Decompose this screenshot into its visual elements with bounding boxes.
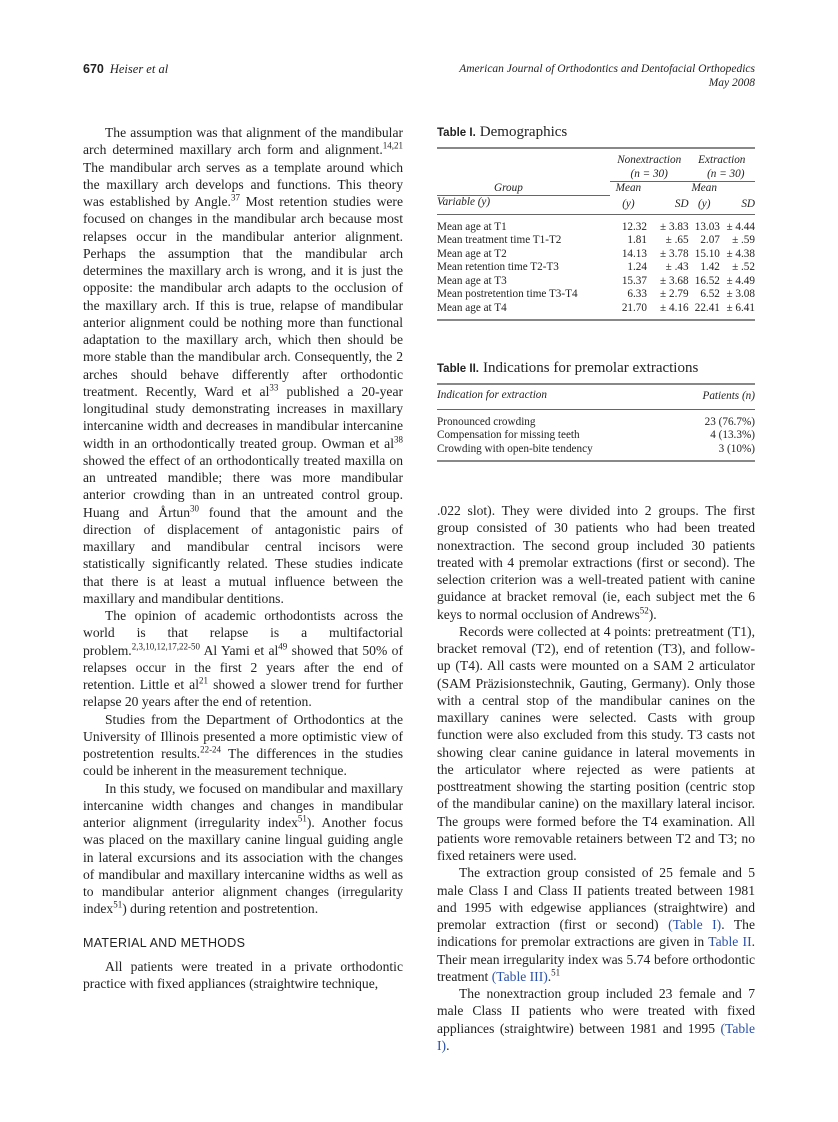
table-cell: ± .65: [665, 234, 689, 246]
right-column: [437, 502, 755, 1054]
text-run: The mandibular arch serves as a template around which the maxillary arch develops and functions. This theory was established by Angle.: [83, 159, 403, 209]
table-cell: 2.07: [700, 234, 720, 246]
text-run: Al Yami et al: [199, 642, 279, 658]
row-label: Mean retention time T2-T3: [437, 261, 559, 273]
table-cell: 1.42: [700, 261, 720, 273]
paragraph: [437, 623, 755, 865]
text-run: . The indications for premolar extractions are given in: [437, 917, 755, 950]
text-run: The opinion of academic orthodontists across the world is that relapse is a multifactorial problem.: [83, 608, 403, 658]
paragraph: [83, 958, 403, 993]
authors: Heiser et al: [109, 62, 169, 76]
citation-reference: 21: [199, 675, 208, 686]
paragraph: [83, 711, 403, 780]
table-cell: ± 4.16: [660, 301, 689, 314]
table-cell: 14.13: [621, 247, 647, 260]
citation-reference: 30: [190, 502, 200, 513]
citation-reference: 52: [639, 604, 649, 615]
table-link[interactable]: (Table I): [437, 1020, 755, 1053]
table-link[interactable]: Table II: [708, 934, 752, 950]
table-caption: Table II. Indications for premolar extractions: [437, 360, 699, 376]
citation-reference: 51: [297, 813, 307, 824]
table-row: [437, 409, 755, 429]
table-cell: ± 6.41: [726, 301, 755, 314]
text-run: showed the effect of an orthodontically treated maxilla on an untreated mandible; there was more mandibular anterior crowding than in an untreated control group. Huang and Årtun: [83, 452, 403, 520]
text-run: .: [547, 968, 552, 984]
table-cell: 21.70: [621, 301, 647, 314]
table-row: [437, 429, 755, 443]
table-cell: ± .59: [732, 234, 755, 246]
text-run: In this study, we focused on mandibular and maxillary intercanine width changes and changes in mandibular anterior alignment (irregularity index: [83, 780, 403, 830]
table-cell: 4 (13.3%): [710, 429, 755, 441]
paragraph: [83, 124, 403, 607]
table-row: [437, 288, 755, 302]
section-heading: MATERIAL AND METHODS: [83, 935, 246, 950]
table-row: [437, 261, 755, 275]
row-label: Pronounced crowding: [437, 415, 536, 428]
text-run: ). Another focus was placed on the maxillary canine lingual guiding angle in lateral excursions and its association with the changes of mandibular and maxillary intercanine widths as well as to mandibular anterior alignment changes (irregularity index: [83, 815, 403, 917]
text-run: found that the amount and the direction of displacement of antagonistic pairs of maxillary and mandibular central incisors were statistically significantly related. These studies indicate that there is at least a mutual influence between the maxillary and mandibular dentitions.: [83, 504, 403, 606]
table-cell: 12.32: [621, 220, 647, 233]
row-label: Crowding with open-bite tendency: [437, 442, 593, 455]
table-link[interactable]: (Table III): [491, 968, 548, 984]
table-cell: 13.03: [694, 220, 720, 233]
journal-name: American Journal of Orthodontics and Dentofacial Orthopedics: [459, 63, 755, 75]
table-cell: ± .52: [732, 261, 755, 273]
running-header-left: [83, 62, 168, 77]
table-row: [437, 302, 755, 321]
citation-reference: 33: [269, 382, 279, 393]
table-row: [437, 234, 755, 248]
text-run: showed that 50% of relapses occur in the first 2 years after the end of retention. Little et al: [83, 642, 403, 692]
text-run: . Their mean irregularity index was 5.74 before orthodontic treatment: [437, 934, 755, 984]
table-cell: ± 4.49: [726, 274, 755, 287]
row-label: Mean age at T2: [437, 247, 507, 260]
table-cell: ± 4.44: [726, 220, 755, 233]
table-cell: 16.52: [694, 274, 720, 287]
left-column: [83, 124, 403, 992]
table-cell: ± 3.08: [726, 288, 755, 300]
paragraph: [437, 864, 755, 985]
text-run: The nonextraction group included 23 female and 7 male Class II patients who were treated with fixed appliances (straightwire) between 1981 and 1995: [437, 986, 755, 1036]
table-cell: ± 3.68: [660, 274, 689, 287]
running-header-right: [459, 62, 755, 90]
table-cell: 23 (76.7%): [704, 415, 755, 428]
issue-date: May 2008: [708, 77, 755, 89]
text-run: The differences in the studies could be inherent in the measurement technique.: [83, 746, 403, 779]
citation-reference: 14,21: [382, 140, 403, 151]
citation-reference: 51: [551, 967, 561, 978]
citation-reference: 49: [278, 640, 288, 651]
page-number: 670: [83, 62, 104, 76]
paragraph: [437, 502, 755, 623]
paragraph: [83, 780, 403, 918]
row-label: Mean treatment time T1-T2: [437, 234, 562, 246]
table-row: [437, 275, 755, 289]
group-header: Nonextraction: [617, 154, 682, 166]
table-caption: Table I. Demographics: [437, 124, 568, 140]
text-run: Studies from the Department of Orthodontics at the University of Illinois presented a more optimistic view of postretention results.: [83, 711, 403, 761]
citation-reference: 38: [394, 433, 403, 444]
row-label: Mean age at T3: [437, 274, 507, 287]
row-label: Mean age at T4: [437, 301, 507, 314]
citation-reference: 2,3,10,12,17,22-50: [131, 640, 200, 651]
row-label: Mean postretention time T3-T4: [437, 288, 578, 300]
text-run: ).: [648, 606, 657, 622]
table-cell: 6.33: [627, 288, 647, 300]
text-run: The extraction group consisted of 25 female and 5 male Class I and Class II patients treated between 1981 and 1995 with edgewise appliances (straightwire) and premolar extraction (first or second): [437, 865, 755, 932]
table-cell: 15.10: [694, 247, 720, 260]
table-cell: ± 4.38: [726, 247, 755, 260]
table-cell: 3 (10%): [718, 442, 755, 455]
text-run: published a 20-year longitudinal study demonstrating increases in maxillary intercanine width and decreases in mandibular intercanine width in an orthodontically treated group. Owman et al: [83, 383, 404, 451]
text-run: All patients were treated in a private orthodontic practice with fixed appliances (straightwire technique,: [83, 958, 403, 991]
text-run: Records were collected at 4 points: pretreatment (T1), bracket removal (T2), end of retention (T3), and follow-up (T4). All casts were mounted on a SAM 2 articulator (SAM Präzisionstechnik, Gauting, Germany). Only those with a central stop of the mandibular canines on the maxillary canines were selected. Casts with group function were also excluded from this study. T3 casts not showing clear canine guidance in lateral movements in the articulator where rejected as were patients at posttreatment showing the starting position (centric stop of the mandibular canine) on the maxillary lateral incisor. The groups were formed before the T4 examination. All patients wore removable retainers between T2 and T3; no fixed retainers were used.: [437, 623, 755, 863]
paragraph: [437, 985, 755, 1054]
row-label: Mean age at T1: [437, 220, 507, 233]
table-cell: ± 3.83: [660, 220, 689, 233]
table-link[interactable]: (Table I): [668, 917, 722, 932]
table-row: [437, 248, 755, 262]
table-cell: 22.41: [694, 301, 720, 314]
table-cell: 6.52: [700, 288, 720, 300]
table-cell: ± .43: [665, 261, 689, 273]
table-indications: Table II. Indications for premolar extractions Indication for extraction Patients (n) Pronounced crowding 23 (76.7%) Compensation for missing teeth 4 (13.3%) Crowding with open-bite tendency 3 (10%): [437, 360, 755, 462]
table-cell: 1.81: [627, 234, 647, 246]
table-cell: ± 2.79: [660, 288, 689, 300]
table-cell: 1.24: [627, 261, 647, 273]
group-header: Extraction: [698, 154, 746, 166]
paragraph: [83, 607, 403, 711]
table-row: [437, 443, 755, 462]
text-run: showed a slower trend for further relapse 20 years after the end of retention.: [83, 677, 403, 710]
table-cell: 15.37: [621, 274, 647, 287]
text-run: Most retention studies were focused on changes in the mandibular arch because most relapses occur in the mandibular anterior alignment. Perhaps the assumption that the mandibular arch determines the maxillary arch is wrong, and it is just the opposite: the mandibular arch adapts to the occlusion of the maxillary arch. If this is true, relapse of mandibular anterior alignment could be nothing more than functional adaptation to the maxillary arch, which then should be more stable than the mandibular arch. Consequently, the 2 arches should behave differently after orthodontic treatment. Recently, Ward et al: [83, 194, 403, 399]
text-run: .022 slot). They were divided into 2 groups. The first group consisted of 30 patients who had been treated nonextraction. The second group included 30 patients treated with 4 premolar extractions (first or second). The selection criterion was a well-treated patient with canine guidance at bracket removal (ie, each subject met the 6 keys to normal occlusion of Andrews: [437, 503, 755, 622]
citation-reference: 37: [230, 192, 240, 203]
table-row: [437, 214, 755, 234]
row-label: Compensation for missing teeth: [437, 429, 580, 441]
table-demographics: Table I. Demographics Nonextraction Extraction (n = 30) (n = 30) Group Mean Mean Variable (y) (y) SD (y) SD Mean age at T1 12.32 ± 3.83 13.03 ± 4.44 Mean treatment time T1-T2 1.81 ± .65 2.07 ± .59 Mean age at T2 14.13 ± 3.78 15.10 ± 4.38 Mean retention time T2-T3 1.24 ± .43 1.42 ± .52 Mean age at T3 15.37 ± 3.68 16.52 ± 4.49 Mean postretention time T3-T4 6.33 ± 2.79 6.52 ± 3.08 Mean age at T4 21.70 ± 4.16 22.41 ± 6.41: [437, 124, 755, 321]
table-cell: ± 3.78: [660, 247, 689, 260]
citation-reference: 51: [113, 899, 123, 910]
text-run: .: [446, 1037, 450, 1053]
text-run: The assumption was that alignment of the mandibular arch determined maxillary arch form and alignment.: [83, 125, 403, 158]
citation-reference: 22-24: [200, 744, 222, 755]
text-run: ) during retention and postretention.: [122, 901, 319, 917]
